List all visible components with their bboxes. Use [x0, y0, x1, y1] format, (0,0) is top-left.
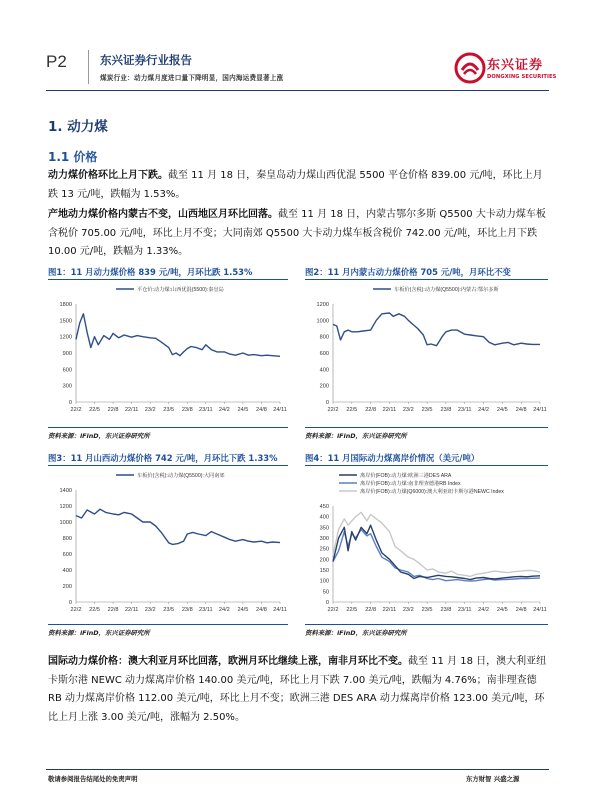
x-tick-label: 22/11: [124, 607, 139, 613]
footer-disclaimer: 敬请参阅报告结尾处的免责声明: [48, 775, 138, 783]
logo-cn: 东兴证券: [487, 58, 544, 73]
figure-3-source: 资料来源：iFinD，东兴证券研究所: [48, 629, 150, 637]
logo-mark-icon: [454, 52, 486, 84]
x-tick-label: 23/11: [457, 407, 472, 413]
x-tick-label: 23/8: [440, 407, 452, 413]
x-tick-label: 24/11: [273, 607, 287, 613]
figure-1-rule: [48, 279, 288, 280]
figure-3-rule: [48, 465, 288, 466]
subsection-heading: 1.1 价格: [48, 150, 98, 164]
y-tick-label: 50: [322, 589, 329, 596]
paragraph-1-lead: 动力煤价格环比上月下跌。: [48, 170, 168, 181]
legend-label: 平仓价:动力煤:山西优混(5500):秦皇岛: [137, 287, 224, 294]
figure-1-source-rule: [48, 427, 288, 428]
company-logo: [454, 52, 557, 86]
y-tick-label: 600: [62, 367, 72, 374]
x-tick-label: 24/8: [515, 607, 527, 613]
x-tick-label: 23/11: [457, 607, 472, 613]
chart-svg-1: [48, 282, 288, 420]
y-tick-label: 1500: [59, 318, 72, 325]
y-tick-label: 1200: [59, 504, 72, 510]
x-tick-label: 22/5: [346, 407, 358, 413]
figure-3-source-rule: [48, 624, 288, 625]
y-tick-label: 1400: [59, 488, 72, 494]
chart-svg-2: [305, 282, 548, 420]
legend-label: 离岸价(FOB):动力煤:欧洲三港DES ARA: [360, 473, 452, 480]
series-line: [76, 314, 280, 357]
x-tick-label: 23/2: [144, 607, 156, 613]
y-tick-label: 0: [325, 600, 329, 606]
x-tick-label: 23/5: [421, 407, 433, 413]
legend-label: 离岸价(FOB):动力煤(Q6000):澳大利亚纽卡斯尔港NEWC Index: [360, 489, 504, 496]
series-line: [76, 509, 280, 544]
y-tick-label: 150: [319, 568, 329, 574]
x-tick-label: 24/2: [218, 607, 230, 613]
footer-rule: [46, 769, 549, 770]
y-tick-label: 250: [319, 546, 329, 553]
x-tick-label: 23/5: [163, 607, 175, 613]
y-tick-label: 1000: [59, 520, 72, 526]
x-tick-label: 23/8: [181, 407, 193, 413]
x-tick-label: 22/11: [124, 407, 139, 413]
y-tick-label: 300: [62, 383, 72, 390]
figure-4-chart: [305, 468, 548, 620]
y-tick-label: 450: [319, 504, 329, 510]
y-tick-label: 0: [325, 400, 329, 406]
x-tick-label: 22/2: [327, 607, 339, 613]
x-tick-label: 22/2: [70, 607, 82, 613]
paragraph-3-text: 截至 11 月 18 日，澳大利亚纽卡斯尔港 NEWC 动力煤离岸价格 140.00 美元/吨，环比上月下跌 7.00 美元/吨，跌幅为 4.76%；南非理查德 RB 动力煤离岸价格 112.00 美元/吨，环比上月不变；欧洲三港 DES ARA 动力煤离岸价格 123.00 美元/吨，环比上月上涨 3.00 美元/吨，涨幅为 2.50%。: [48, 656, 547, 723]
figure-2-source-rule: [305, 427, 548, 428]
x-tick-label: 24/5: [496, 607, 508, 613]
x-tick-label: 22/2: [70, 407, 82, 413]
chart-svg-4: [305, 468, 548, 620]
figure-4-source-rule: [305, 624, 548, 625]
x-tick-label: 24/5: [496, 407, 508, 413]
y-tick-label: 400: [319, 367, 329, 374]
figure-1-title: 图1：11 月动力煤价格 839 元/吨，月环比跌 1.53%: [48, 267, 253, 277]
legend-label: 离岸价(FOB):动力煤:南非理查德港RB Index: [360, 481, 461, 488]
paragraph-2: [48, 206, 548, 262]
figure-4-rule: [305, 465, 548, 466]
x-tick-label: 24/8: [515, 407, 527, 413]
figure-4-title: 图4：11 月国际动力煤离岸价情况（美元/吨）: [305, 453, 480, 463]
x-tick-label: 22/5: [89, 407, 100, 413]
figure-2-title: 图2：11 月内蒙古动力煤价格 705 元/吨，月环比不变: [305, 267, 511, 277]
paragraph-3: [48, 653, 548, 727]
y-tick-label: 600: [319, 351, 329, 357]
page-number: P2: [46, 52, 67, 71]
y-tick-label: 1200: [316, 302, 329, 308]
x-tick-label: 22/5: [346, 607, 358, 613]
x-tick-label: 24/5: [237, 607, 249, 613]
x-tick-label: 22/8: [365, 407, 377, 413]
legend-label: 车板价(含税):动力煤(Q5500):内蒙古:鄂尔多斯: [394, 287, 499, 294]
x-tick-label: 24/2: [478, 607, 489, 613]
legend-label: 车板价(含税):动力煤(Q5500):大同南郊: [137, 473, 225, 480]
paragraph-1: [48, 167, 548, 204]
series-line: [333, 530, 540, 582]
figure-1-chart: [48, 282, 288, 420]
x-tick-label: 24/8: [256, 607, 267, 613]
y-tick-label: 350: [319, 525, 329, 532]
x-tick-label: 23/8: [181, 607, 193, 613]
y-tick-label: 0: [68, 400, 72, 406]
figure-3-title: 图3：11 月山西动力煤价格 742 元/吨，月环比下跌 1.33%: [48, 453, 278, 463]
y-tick-label: 0: [68, 600, 72, 606]
report-subtitle: 煤炭行业：动力煤月度进口量下降明显，国内海运费显著上涨: [100, 74, 284, 82]
series-line: [333, 313, 540, 346]
y-tick-label: 1200: [59, 334, 72, 341]
x-tick-label: 24/11: [533, 607, 547, 613]
paragraph-3-lead: 国际动力煤价格：澳大利亚月环比回落，欧洲月环比继续上涨，南非月环比不变。: [48, 656, 408, 667]
x-tick-label: 23/5: [163, 407, 175, 413]
footer-slogan: 东方财智 兴盛之源: [466, 775, 520, 783]
x-tick-label: 24/8: [256, 407, 267, 413]
figure-2-rule: [305, 279, 548, 280]
logo-en: DONGXING SECURITIES: [487, 74, 557, 80]
header-rule: [46, 90, 549, 91]
header-divider: [88, 50, 89, 84]
x-tick-label: 24/2: [218, 407, 230, 413]
x-tick-label: 22/11: [382, 607, 397, 613]
paragraph-2-lead: 产地动力煤价格内蒙古不变，山西地区月环比回落。: [48, 209, 278, 220]
y-tick-label: 800: [319, 334, 329, 341]
chart-svg-3: [48, 468, 288, 620]
y-tick-label: 900: [62, 351, 72, 357]
y-tick-label: 100: [319, 578, 329, 585]
x-tick-label: 22/5: [89, 607, 100, 613]
y-tick-label: 1000: [316, 318, 329, 325]
x-tick-label: 24/11: [273, 407, 287, 413]
x-tick-label: 24/11: [533, 407, 547, 413]
x-tick-label: 23/8: [440, 607, 452, 613]
x-tick-label: 22/8: [107, 407, 119, 413]
figure-2-source: 资料来源：iFinD，东兴证券研究所: [305, 432, 407, 440]
x-tick-label: 23/2: [144, 407, 156, 413]
x-tick-label: 23/5: [421, 607, 433, 613]
y-tick-label: 200: [319, 383, 329, 390]
x-tick-label: 23/2: [402, 607, 414, 613]
x-tick-label: 22/8: [107, 607, 119, 613]
y-tick-label: 1800: [59, 302, 72, 308]
y-tick-label: 400: [319, 514, 329, 521]
figure-3-chart: [48, 468, 288, 620]
y-tick-label: 600: [62, 552, 72, 558]
y-tick-label: 300: [319, 536, 329, 542]
series-line: [333, 512, 540, 576]
report-title: 东兴证券行业报告: [100, 53, 192, 67]
y-tick-label: 200: [319, 557, 329, 564]
x-tick-label: 23/11: [199, 607, 213, 613]
x-tick-label: 24/5: [237, 407, 249, 413]
x-tick-label: 22/2: [327, 407, 339, 413]
paragraph-2-text: 截至 11 月 18 日，内蒙古鄂尔多斯 Q5500 大卡动力煤车板含税价 705.00 元/吨，环比上月不变；大同南郊 Q5500 大卡动力煤车板含税价 742.00 元/吨，环比上月下跌 10.00 元/吨，跌幅为 1.33%。: [48, 209, 546, 257]
figure-4-source: 资料来源：iFinD，东兴证券研究所: [305, 629, 407, 637]
section-heading: 1. 动力煤: [48, 119, 108, 135]
figure-2-chart: [305, 282, 548, 420]
x-tick-label: 23/2: [402, 407, 414, 413]
y-tick-label: 800: [62, 536, 72, 542]
y-tick-label: 200: [62, 584, 72, 590]
x-tick-label: 24/2: [478, 407, 489, 413]
paragraph-1-text: 截至 11 月 18 日，秦皇岛动力煤山西优混 5500 平仓价格 839.00 元/吨，环比上月跌 13 元/吨，跌幅为 1.53%。: [48, 170, 543, 200]
x-tick-label: 23/11: [199, 407, 213, 413]
x-tick-label: 22/11: [382, 407, 397, 413]
x-tick-label: 22/8: [365, 607, 377, 613]
figure-1-source: 资料来源：iFinD，东兴证券研究所: [48, 432, 150, 440]
y-tick-label: 400: [62, 568, 72, 574]
